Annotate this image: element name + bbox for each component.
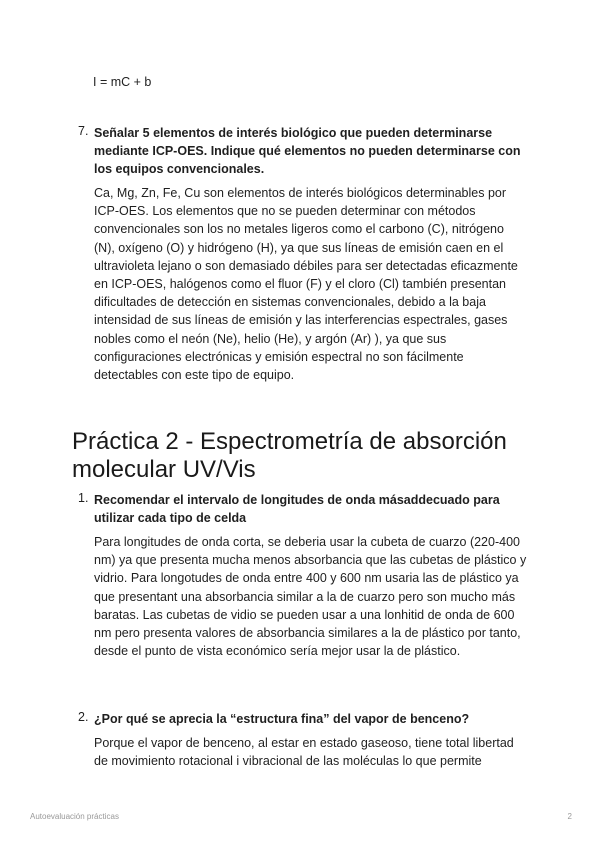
- page-number: 2: [567, 812, 572, 821]
- answer-text: Para longitudes de onda corta, se deberia usar la cubeta de cuarzo (220-400 nm) ya que presenta mucha menos absorbancia que las cubetas de plástico y vidrio. Para longotudes de onda entre 400 y 600 nm usaria las de plástico ya que presentant una absorbancia similar a la de cuarzo pero son mucho más baratas. Las cubetas de vidio se pueden usar a una lonhitid de onda de 600 nm pero presenta valores de absorbancia similares a la de plástico por tanto, desde el punto de vista económico sería mejor usar la de plástico.: [94, 535, 527, 659]
- section-heading: Práctica 2 - Espectrometría de absorción molecular UV/Vis: [72, 428, 507, 483]
- question-item-2: [78, 710, 528, 770]
- question-text: ¿Por qué se aprecia la “estructura fina” del vapor de benceno?: [94, 712, 470, 726]
- footer-title: Autoevaluación prácticas: [30, 812, 119, 821]
- formula-line: I = mC + b: [93, 75, 152, 89]
- question-item-1: [78, 491, 528, 660]
- question-item-7: [78, 124, 528, 384]
- answer-text: Ca, Mg, Zn, Fe, Cu son elementos de interés biológicos determinables por ICP-OES. Los elementos que no se pueden determinar con métodos convencionales son los no metales ligeros como el carbono (C), nitrógeno (N), oxígeno (O) y hidrógeno (H), ya que sus líneas de emisión caen en el ultravioleta lejano o son demasiado débiles para ser detectadas eficazmente en ICP-OES, halógenos como el fluor (F) y el cloro (Cl) también presentan dificultades de detección en sistemas convencionales, debido a la baja intensidad de sus líneas de emisión y las interferencias espectrales, gases nobles como el neón (Ne), helio (He), y argón (Ar) ), ya que sus configuraciones electrónicas y emisión espectral no son fácilmente detectables con este tipo de equipo.: [94, 186, 518, 383]
- question-text: Recomendar el intervalo de longitudes de onda másaddecuado para utilizar cada tipo de celda: [94, 493, 500, 525]
- item-number: 2.: [78, 710, 89, 724]
- item-number: 1.: [78, 491, 89, 505]
- item-number: 7.: [78, 124, 89, 138]
- question-text: Señalar 5 elementos de interés biológico que pueden determinarse mediante ICP-OES. Indique qué elementos no pueden determinarse con los equipos convencionales.: [94, 126, 521, 176]
- answer-text: Porque el vapor de benceno, al estar en estado gaseoso, tiene total libertad de movimiento rotacional i vibracional de las moléculas lo que permite: [94, 736, 514, 769]
